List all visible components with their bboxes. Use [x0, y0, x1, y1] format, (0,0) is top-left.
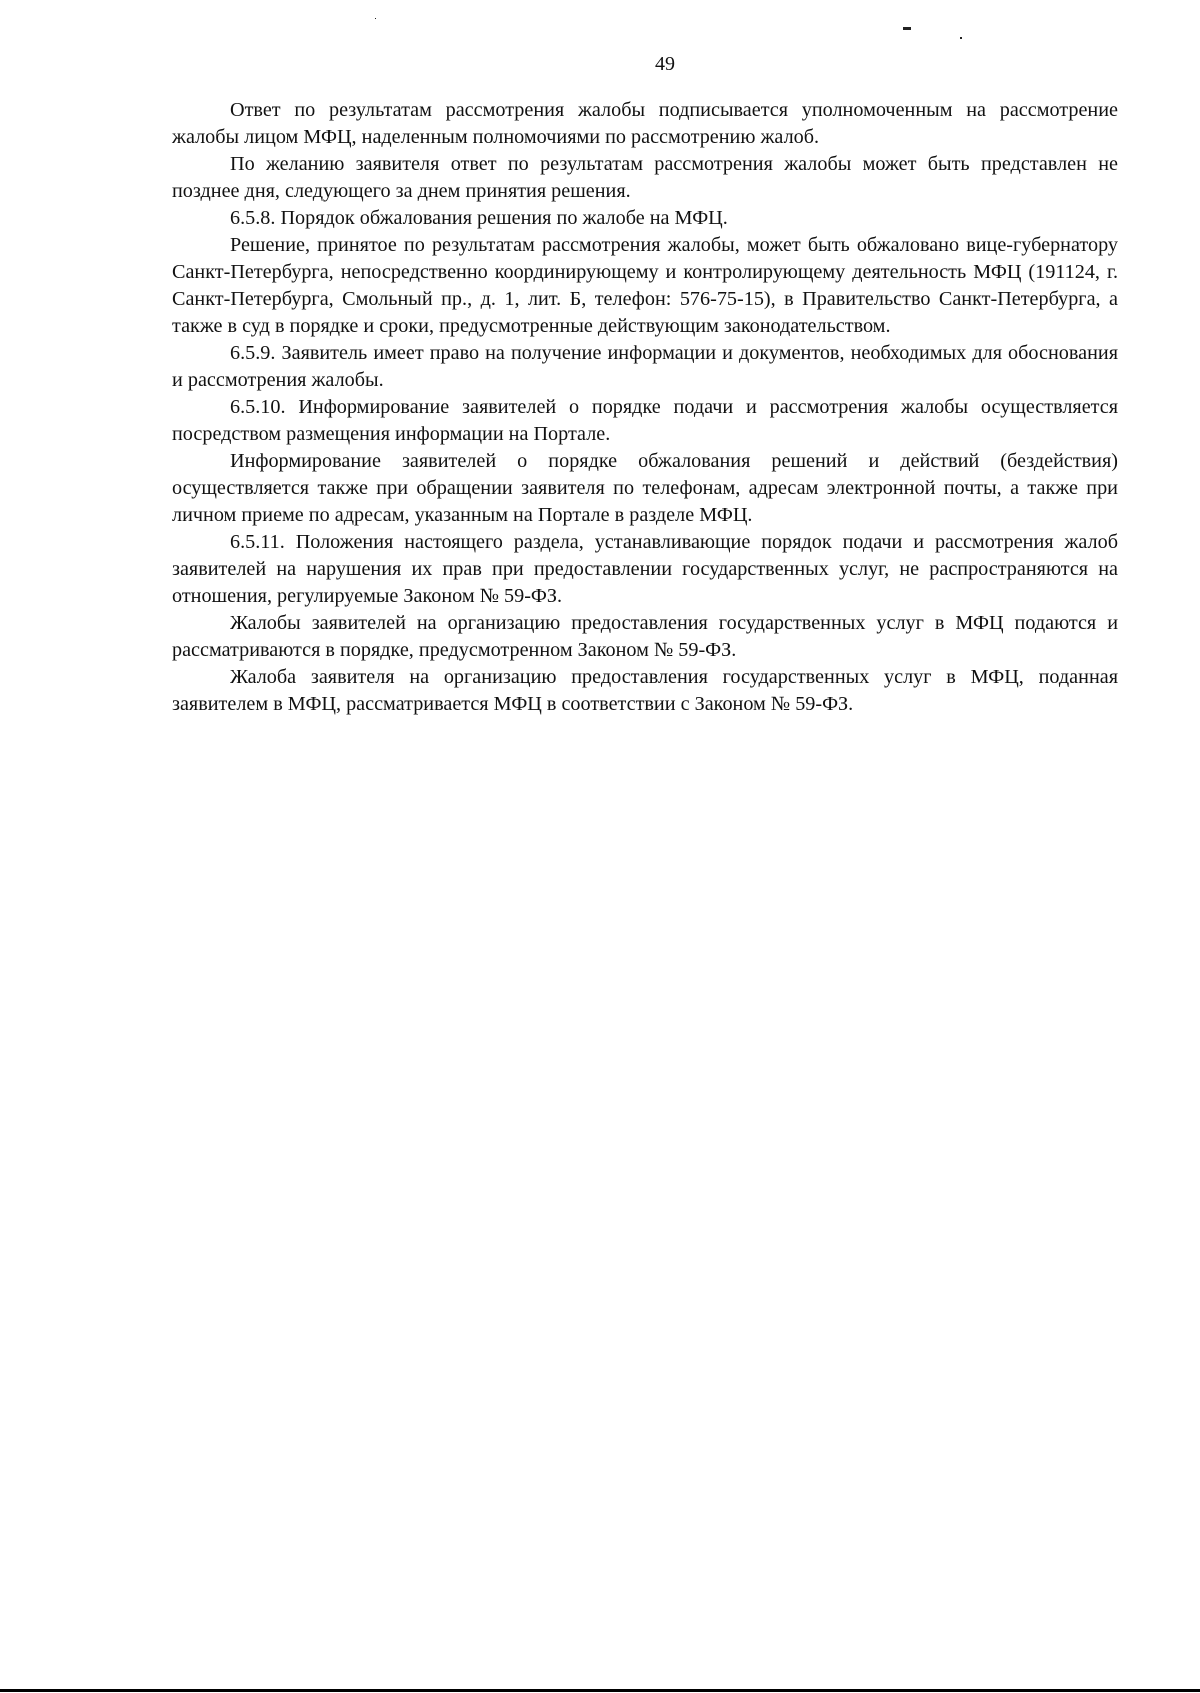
paragraph: Информирование заявителей о порядке обжалования решений и действий (бездействия) осуществляется также при обращении заявителя по телефонам, адресам электронной почты, а также при личном приеме по адресам, указанным на Портале в разделе МФЦ.: [172, 450, 1118, 526]
scan-speck: [375, 18, 376, 19]
paragraph: 6.5.11. Положения настоящего раздела, устанавливающие порядок подачи и рассмотрения жалоб заявителей на нарушения их прав при предоставлении государственных услуг, не распространяются на отношения, регулируемые Законом № 59-ФЗ.: [172, 531, 1118, 607]
scan-speck: [960, 37, 962, 39]
paragraph: По желанию заявителя ответ по результатам рассмотрения жалобы может быть представлен не позднее дня, следующего за днем принятия решения.: [172, 153, 1118, 202]
paragraph: Ответ по результатам рассмотрения жалобы подписывается уполномоченным на рассмотрение жалобы лицом МФЦ, наделенным полномочиями по рассмотрению жалоб.: [172, 99, 1118, 148]
paragraph: Решение, принятое по результатам рассмотрения жалобы, может быть обжаловано вице-губернатору Санкт-Петербурга, непосредственно координирующему и контролирующему деятельность МФЦ (191124, г. Санкт-Петербурга, Смольный пр., д. 1, лит. Б, телефон: 576-75-15), в Правительство Санкт-Петербурга, а также в суд в порядке и сроки, предусмотренные действующим законодательством.: [172, 234, 1118, 337]
scan-speck: [903, 27, 911, 30]
paragraph: Жалобы заявителей на организацию предоставления государственных услуг в МФЦ подаются и рассматриваются в порядке, предусмотренном Законом № 59-ФЗ.: [172, 612, 1118, 661]
section-heading: 6.5.8. Порядок обжалования решения по жалобе на МФЦ.: [230, 207, 728, 229]
paragraph: 6.5.9. Заявитель имеет право на получение информации и документов, необходимых для обоснования и рассмотрения жалобы.: [172, 342, 1118, 391]
page-number: 49: [655, 53, 675, 75]
paragraph: 6.5.10. Информирование заявителей о порядке подачи и рассмотрения жалобы осуществляется посредством размещения информации на Портале.: [172, 396, 1118, 445]
paragraph: Жалоба заявителя на организацию предоставления государственных услуг в МФЦ, поданная заявителем в МФЦ, рассматривается МФЦ в соответствии с Законом № 59-ФЗ.: [172, 666, 1118, 715]
document-body: [172, 97, 1118, 718]
scan-bottom-edge: [0, 1689, 1200, 1692]
